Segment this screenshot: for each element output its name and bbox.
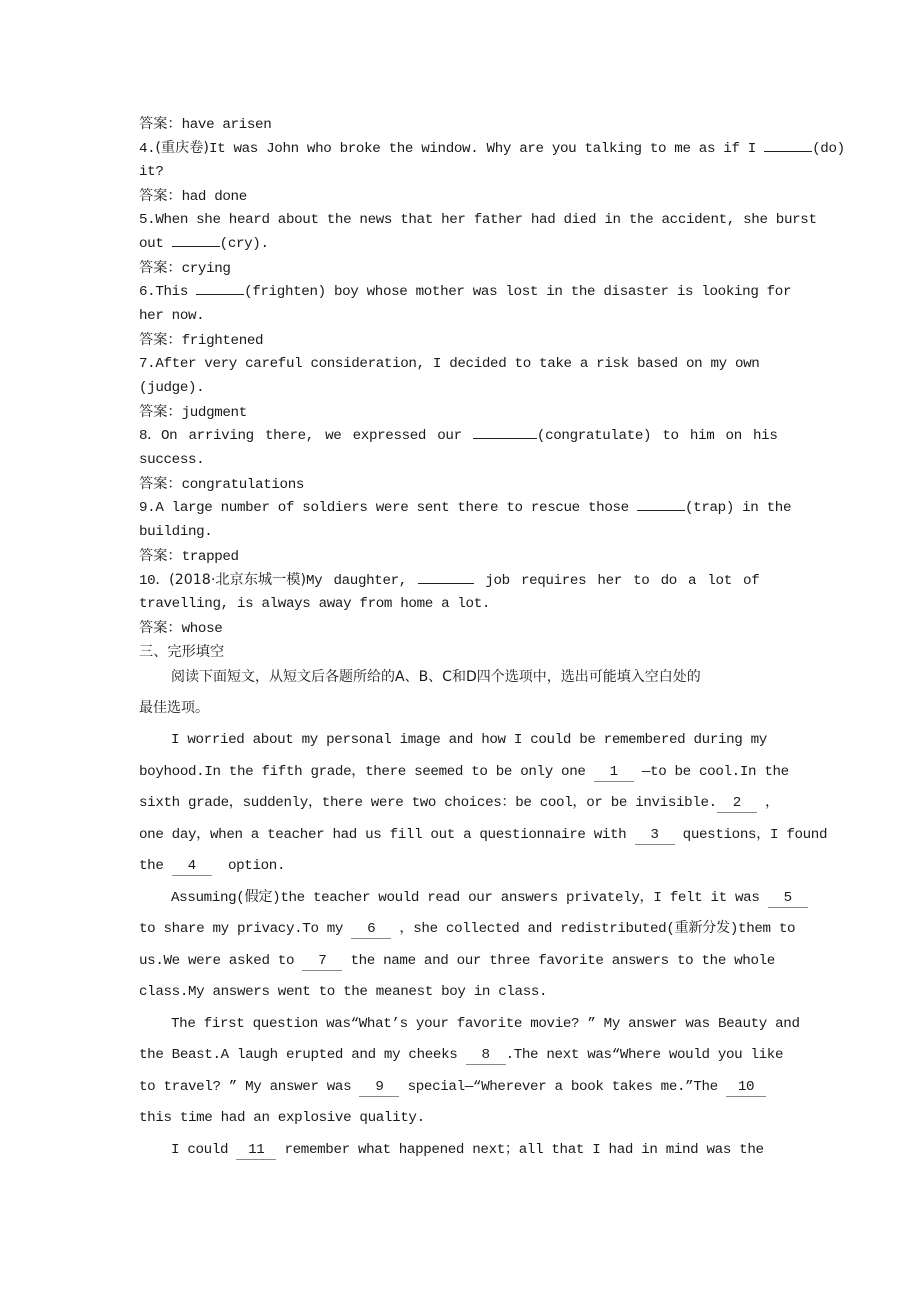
passage-line: [171, 1138, 764, 1162]
answer-line-7: [139, 400, 247, 425]
passage-line: [139, 1106, 425, 1130]
question-10: [139, 568, 759, 593]
question-number: 7.: [139, 356, 156, 372]
blank-8: 8: [466, 1046, 506, 1065]
answer-text: congratulations: [181, 477, 305, 493]
question-text: When she heard about the news that her father had died in the accident, she burst: [155, 212, 817, 228]
answer-label: 答案：: [139, 332, 182, 348]
passage-line: [139, 1043, 783, 1067]
passage-text: questions，I found: [674, 827, 828, 843]
question-number: 4.: [139, 141, 156, 157]
passage-text: sixth grade，suddenly，there were two choices：be cool，or be invisible.: [139, 795, 717, 811]
passage-line: [139, 854, 285, 878]
answer-text: whose: [181, 621, 223, 637]
question-text: travelling, is always away from home a lot.: [139, 596, 491, 612]
blank-2: 2: [717, 794, 757, 813]
question-5: [139, 208, 817, 232]
question-text: it?: [139, 164, 164, 180]
question-hint: (cry).: [219, 236, 269, 252]
question-number: 5.: [139, 212, 156, 228]
passage-text: ，she collected and redistributed(重新分发)them to: [391, 921, 796, 937]
passage-line: [139, 980, 547, 1004]
question-6: [139, 280, 791, 304]
passage-text: special—“Wherever a book takes me.”The: [399, 1079, 726, 1095]
answer-label: 答案：: [139, 620, 182, 636]
answer-text: judgment: [181, 405, 247, 421]
question-text: (frighten) boy whose mother was lost in the disaster is looking for: [244, 284, 792, 300]
question-10-cont: [139, 592, 490, 616]
passage-line: [139, 823, 827, 847]
answer-line-4: [139, 184, 247, 209]
answer-label: 答案：: [139, 548, 182, 564]
blank-line: [172, 232, 220, 247]
question-4-cont: [139, 160, 164, 184]
passage-text: this time had an explosive quality.: [139, 1110, 425, 1126]
answer-text: crying: [181, 261, 231, 277]
blank-9: 9: [359, 1078, 399, 1097]
blank-5: 5: [768, 889, 808, 908]
question-text: It was John who broke the window. Why are you talking to me as if I: [208, 141, 765, 157]
passage-line: [139, 917, 795, 941]
passage-text: class.My answers went to the meanest boy in class.: [139, 984, 548, 1000]
question-9: [139, 496, 791, 520]
blank-11: 11: [236, 1141, 276, 1160]
question-5-cont: [139, 232, 269, 256]
blank-line: [637, 496, 685, 511]
passage-line: [171, 728, 767, 752]
passage-line: [139, 791, 779, 815]
answer-label: 答案：: [139, 260, 182, 276]
question-text: A large number of soldiers were sent there to rescue those: [155, 500, 637, 516]
passage-text: The first question was“What’s your favorite movie? ” My answer was Beauty and: [171, 1016, 800, 1032]
answer-line-8: [139, 472, 304, 497]
answer-text: had done: [181, 189, 247, 205]
passage-text: —to be cool.In the: [633, 764, 789, 780]
answer-line-5: [139, 256, 231, 281]
passage-line: [171, 1012, 800, 1036]
blank-7: 7: [302, 952, 342, 971]
answer-text: trapped: [181, 549, 239, 565]
passage-text: boyhood.In the fifth grade，there seemed to be only one: [139, 764, 594, 780]
passage-text: us.We were asked to: [139, 953, 303, 969]
question-8-cont: [139, 448, 204, 472]
answer-label: 答案：: [139, 404, 182, 420]
section-heading: 三、完形填空: [139, 644, 225, 660]
question-number: 8．: [139, 428, 162, 444]
blank-10: 10: [726, 1078, 766, 1097]
answer-text: have arisen: [181, 117, 272, 133]
passage-text: I could: [171, 1142, 237, 1158]
question-7-cont: [139, 376, 204, 400]
answer-line-6: [139, 328, 263, 353]
question-source: (重庆卷): [155, 140, 209, 156]
question-text: job requires her to do a lot of: [474, 573, 760, 589]
question-text: out: [139, 236, 172, 252]
blank-line: [764, 137, 812, 152]
question-number: 6.: [139, 284, 156, 300]
passage-text: ，: [756, 795, 779, 811]
passage-line: [139, 760, 789, 784]
answer-label: 答案：: [139, 476, 182, 492]
question-hint: (do): [812, 141, 845, 157]
blank-4: 4: [172, 857, 212, 876]
passage-text: remember what happened next；all that I had in mind was the: [276, 1142, 764, 1158]
section-instructions-cont: 最佳选项。: [139, 700, 209, 716]
answer-text: frightened: [181, 333, 264, 349]
blank-line: [418, 569, 474, 584]
answer-line-10: [139, 616, 222, 641]
passage-text: .The next was“Where would you like: [505, 1047, 784, 1063]
passage-line: [139, 1075, 766, 1099]
question-source: (2018·北京东城一模): [169, 572, 306, 588]
answer-line-3: [139, 112, 271, 137]
question-text: This: [155, 284, 197, 300]
question-text: (trap) in the: [685, 500, 792, 516]
blank-6: 6: [351, 920, 391, 939]
blank-1: 1: [594, 763, 634, 782]
question-text: (congratulate) to him on his: [536, 428, 778, 444]
question-text: (judge).: [139, 380, 205, 396]
section-instructions: 阅读下面短文，从短文后各题所给的A、B、C和D四个选项中，选出可能填入空白处的: [171, 669, 701, 685]
question-text: building.: [139, 524, 213, 540]
question-text: My daughter,: [305, 573, 419, 589]
answer-line-9: [139, 544, 239, 569]
question-number: 9.: [139, 500, 156, 516]
question-text: After very careful consideration, I decided to take a risk based on my own: [155, 356, 760, 372]
question-4: [139, 136, 845, 161]
passage-text: the Beast.A laugh erupted and my cheeks: [139, 1047, 466, 1063]
question-6-cont: [139, 304, 204, 328]
blank-3: 3: [635, 826, 675, 845]
passage-text: option.: [211, 858, 286, 874]
question-number: 10．: [139, 573, 170, 589]
answer-label: 答案：: [139, 188, 182, 204]
passage-text: the name and our three favorite answers to the whole: [342, 953, 775, 969]
passage-line: [171, 886, 808, 910]
blank-line: [196, 280, 244, 295]
question-text: success.: [139, 452, 205, 468]
question-text: On arriving there, we expressed our: [161, 428, 473, 444]
passage-text: Assuming(假定)the teacher would read our answers privately，I felt it was: [171, 890, 768, 906]
passage-line: [139, 949, 775, 973]
question-9-cont: [139, 520, 212, 544]
question-7: [139, 352, 759, 376]
blank-line: [473, 424, 537, 439]
passage-text: one day，when a teacher had us fill out a questionnaire with: [139, 827, 635, 843]
answer-label: 答案：: [139, 116, 182, 132]
passage-text: to share my privacy.To my: [139, 921, 352, 937]
passage-text: to travel? ” My answer was: [139, 1079, 360, 1095]
question-text: her now.: [139, 308, 205, 324]
passage-text: I worried about my personal image and how I could be remembered during my: [171, 732, 767, 748]
question-8: [139, 424, 778, 448]
passage-text: the: [139, 858, 172, 874]
